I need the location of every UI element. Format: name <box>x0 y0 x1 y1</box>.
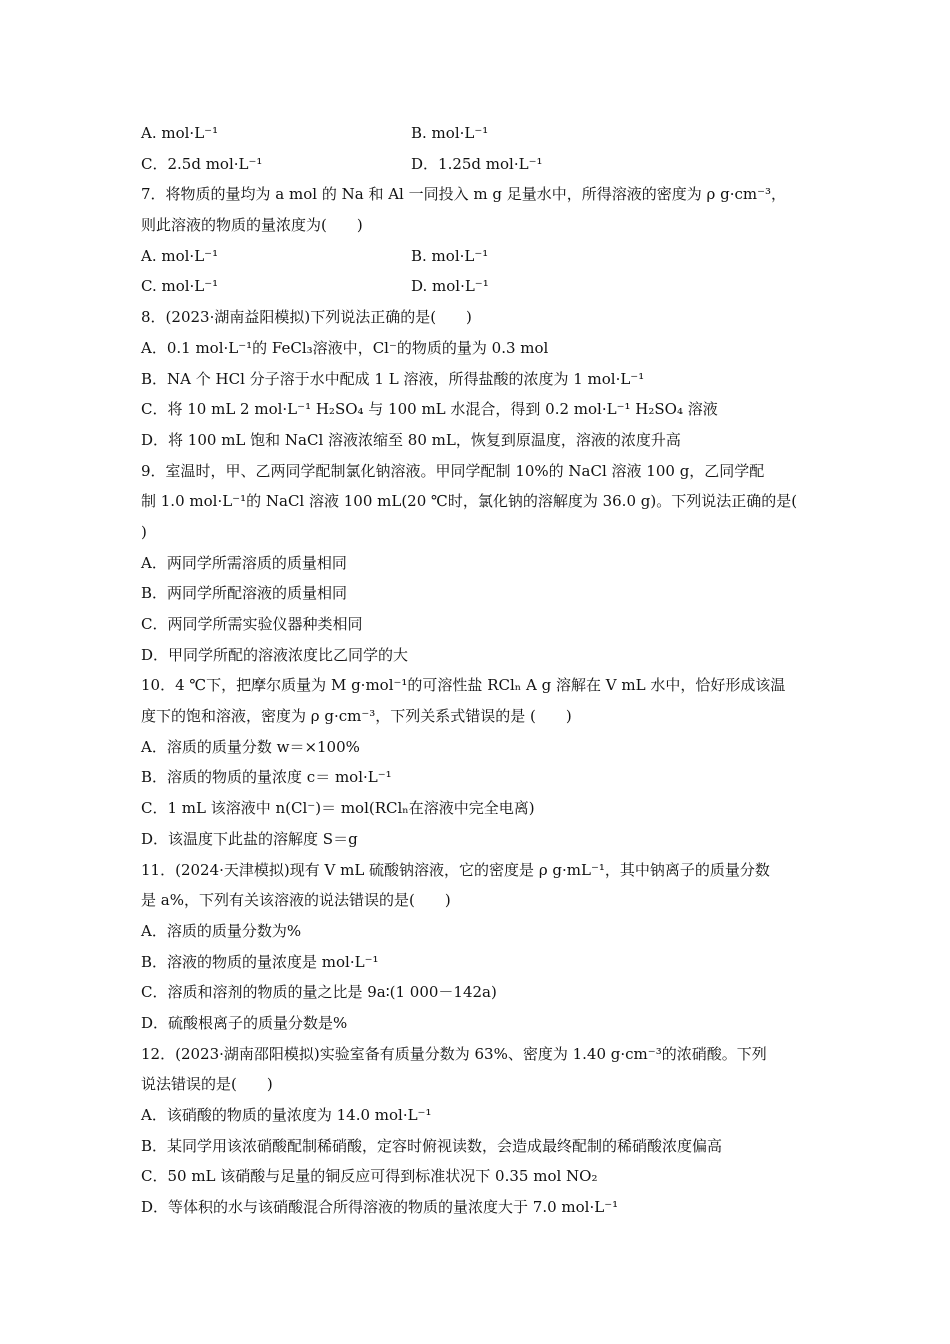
q9-stem-line2: 制 1.0 mol·L⁻¹的 NaCl 溶液 100 mL(20 ℃时，氯化钠的溶解度为 36.0 g)。下列说法正确的是( <box>141 492 798 511</box>
q12-stem-line2: 说法错误的是( ) <box>141 1075 273 1094</box>
q10-stem-line1: 10．4 ℃下，把摩尔质量为 M g·mol⁻¹的可溶性盐 RClₙ A g 溶解在 V mL 水中，恰好形成该温 <box>141 676 786 695</box>
q12-option-c: C．50 mL 该硝酸与足量的铜反应可得到标准状况下 0.35 mol NO₂ <box>141 1167 598 1186</box>
q9-option-a: A．两同学所需溶质的质量相同 <box>141 553 347 572</box>
q9-stem-line3: ) <box>141 522 147 541</box>
q9-stem-line1: 9．室温时，甲、乙两同学配制氯化钠溶液。甲同学配制 10%的 NaCl 溶液 100 g，乙同学配 <box>141 461 765 480</box>
q12-stem-line1: 12．(2023·湖南邵阳模拟)实验室备有质量分数为 63%、密度为 1.40 g·cm⁻³的浓硝酸。下列 <box>141 1044 767 1063</box>
q10-option-a: A．溶质的质量分数 w＝×100% <box>141 737 360 756</box>
q7-options-row1 <box>141 241 813 272</box>
q8-option-c: C．将 10 mL 2 mol·L⁻¹ H₂SO₄ 与 100 mL 水混合，得到 0.2 mol·L⁻¹ H₂SO₄ 溶液 <box>141 400 718 419</box>
q11-option-a: A．溶质的质量分数为% <box>141 921 302 940</box>
q6-options-row1 <box>141 118 813 149</box>
q9-option-c: C．两同学所需实验仪器种类相同 <box>141 615 363 633</box>
q7-stem-line2: 则此溶液的物质的量浓度为( ) <box>141 216 363 235</box>
q8-option-d: D．将 100 mL 饱和 NaCl 溶液浓缩至 80 mL，恢复到原温度，溶液的浓度升高 <box>141 430 681 449</box>
q6-option-c: C．2.5d mol·L⁻¹ <box>141 154 263 173</box>
q7-option-d: D. mol·L⁻¹ <box>411 277 489 296</box>
q7-option-c: C. mol·L⁻¹ <box>141 277 219 296</box>
q8-option-a: A．0.1 mol·L⁻¹的 FeCl₃溶液中，Cl⁻的物质的量为 0.3 mol <box>141 338 549 357</box>
q10-stem-line2: 度下的饱和溶液，密度为 ρ g·cm⁻³，下列关系式错误的是 ( ) <box>141 707 572 726</box>
q8-option-b: B．NA 个 HCl 分子溶于水中配成 1 L 溶液，所得盐酸的浓度为 1 mol·L⁻¹ <box>141 369 645 388</box>
q9-option-d: D．甲同学所配的溶液浓度比乙同学的大 <box>141 645 409 664</box>
q10-option-d: D．该温度下此盐的溶解度 S＝g <box>141 829 358 848</box>
q11-stem-line1: 11．(2024·天津模拟)现有 V mL 硫酸钠溶液，它的密度是 ρ g·mL⁻¹，其中钠离子的质量分数 <box>141 860 770 879</box>
q7-options-row2 <box>141 271 813 302</box>
q11-option-b: B．溶液的物质的量浓度是 mol·L⁻¹ <box>141 952 379 971</box>
q12-option-b: B．某同学用该浓硝酸配制稀硝酸，定容时俯视读数，会造成最终配制的稀硝酸浓度偏高 <box>141 1136 723 1155</box>
q6-option-b: B. mol·L⁻¹ <box>411 124 489 142</box>
q11-stem-line2: 是 a%，下列有关该溶液的说法错误的是( ) <box>141 891 451 910</box>
q10-option-b: B．溶质的物质的量浓度 c＝ mol·L⁻¹ <box>141 768 392 787</box>
q11-option-d: D．硫酸根离子的质量分数是% <box>141 1013 348 1032</box>
q8-stem: 8．(2023·湖南益阳模拟)下列说法正确的是( ) <box>141 308 472 327</box>
q6-option-d: D．1.25d mol·L⁻¹ <box>411 154 543 173</box>
q7-option-b: B. mol·L⁻¹ <box>411 246 489 265</box>
q6-option-a: A. mol·L⁻¹ <box>141 124 219 142</box>
q11-option-c: C．溶质和溶剂的物质的量之比是 9a∶(1 000－142a) <box>141 983 497 1002</box>
question-page <box>141 118 813 1223</box>
q9-option-b: B．两同学所配溶液的质量相同 <box>141 584 348 603</box>
q7-stem-line1: 7．将物质的量均为 a mol 的 Na 和 Al 一同投入 m g 足量水中，所得溶液的密度为 ρ g·cm⁻³， <box>141 185 787 204</box>
q6-options-row2 <box>141 149 813 180</box>
q12-option-a: A．该硝酸的物质的量浓度为 14.0 mol·L⁻¹ <box>141 1106 432 1124</box>
q10-option-c: C．1 mL 该溶液中 n(Cl⁻)＝ mol(RClₙ在溶液中完全电离) <box>141 799 535 818</box>
q12-option-d: D．等体积的水与该硝酸混合所得溶液的物质的量浓度大于 7.0 mol·L⁻¹ <box>141 1198 619 1217</box>
q7-option-a: A. mol·L⁻¹ <box>141 246 219 265</box>
